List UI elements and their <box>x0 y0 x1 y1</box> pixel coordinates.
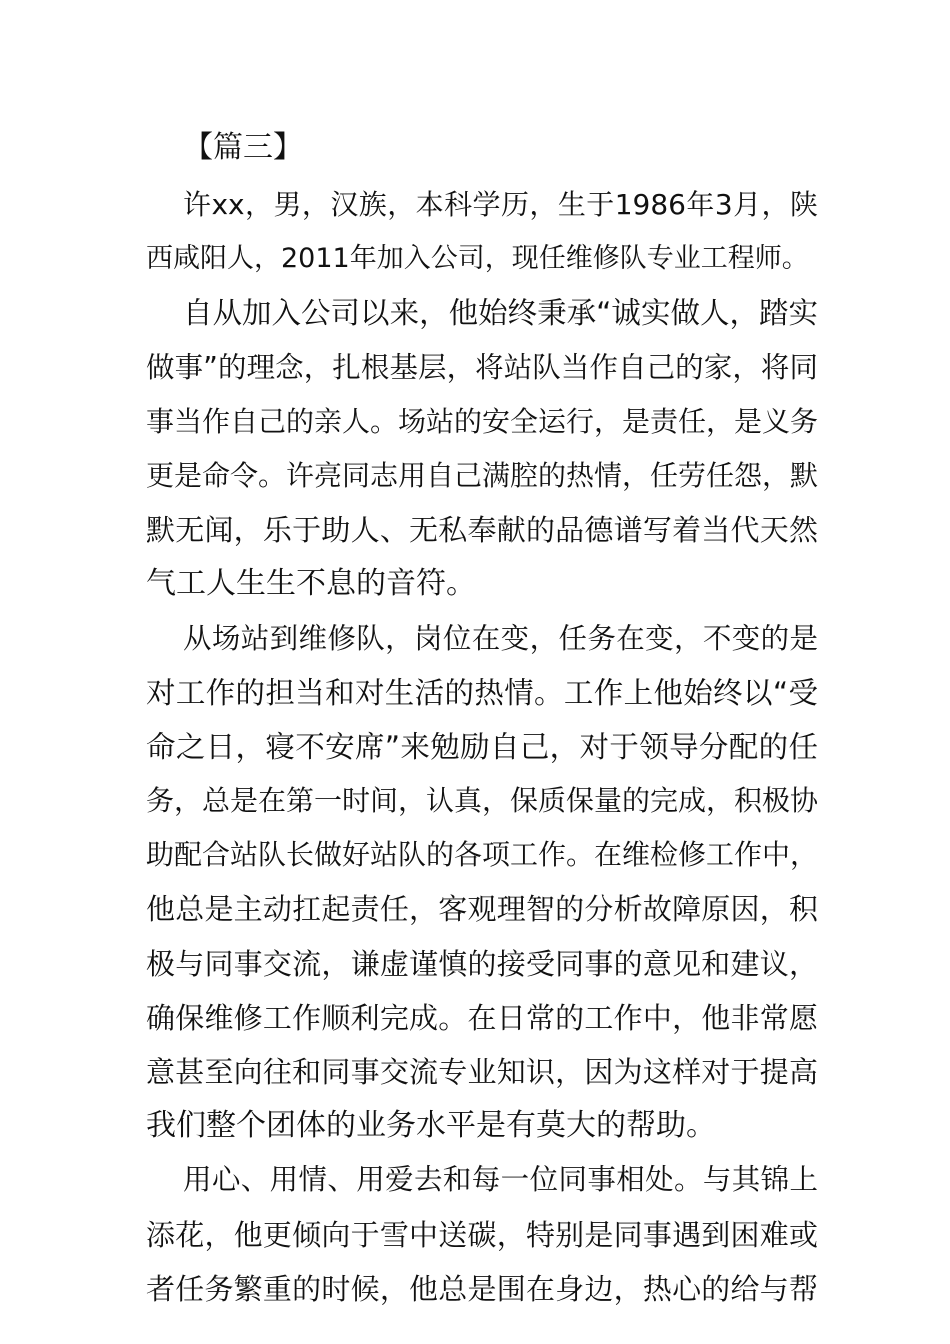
paragraph-colleagues <box>146 1153 818 1316</box>
text-line: 用心、用情、用爱去和每一位同事相处。与其锦上 <box>183 1163 818 1197</box>
text-line: 极与同事交流，谦虚谨慎的接受同事的意见和建议， <box>146 946 818 981</box>
text-line: 对工作的担当和对生活的热情。工作上他始终以“受 <box>146 675 818 710</box>
text-line: 我们整个团体的业务水平是有莫大的帮助。 <box>146 1108 716 1144</box>
text-line: 助配合站队长做好站队的各项工作。在维检修工作中， <box>146 838 819 872</box>
paragraph-profile <box>146 178 818 286</box>
text-line: 气工人生生不息的音符。 <box>146 566 476 602</box>
text-line: 更是命令。许亮同志用自己满腔的热情，任劳任怨，默 <box>146 458 819 492</box>
text-line: 事当作自己的亲人。场站的安全运行，是责任，是义务 <box>146 404 819 438</box>
text-line: 者任务繁重的时候，他总是围在身边，热心的给与帮 <box>146 1271 818 1306</box>
text-line: 确保维修工作顺利完成。在日常的工作中，他非常愿 <box>146 1000 818 1035</box>
text-line: 意甚至向往和同事交流专业知识，因为这样对于提高 <box>146 1055 818 1089</box>
text-line: 他总是主动扛起责任，客观理智的分析故障原因，积 <box>146 892 818 927</box>
text-line: 自从加入公司以来，他始终秉承“诚实做人，踏实 <box>183 296 818 331</box>
text-line: 做事”的理念，扎根基层，将站队当作自己的家，将同 <box>146 350 818 384</box>
section-heading: 【篇三】 <box>183 130 303 165</box>
text-line: 从场站到维修队，岗位在变，任务在变，不变的是 <box>183 621 818 655</box>
paragraph-work <box>146 612 818 1154</box>
text-line: 默无闻，乐于助人、无私奉献的品德谱写着当代天然 <box>146 513 818 548</box>
document-body <box>146 118 818 1316</box>
paragraph-philosophy <box>146 286 818 611</box>
text-line: 务，总是在第一时间，认真，保质保量的完成，积极协 <box>146 784 819 818</box>
text-line: 许xx，男，汉族，本科学历，生于1986年3月，陕 <box>183 188 818 221</box>
text-line: 添花，他更倾向于雪中送碳，特别是同事遇到困难或 <box>146 1217 818 1252</box>
text-line: 西咸阳人，2011年加入公司，现任维修队专业工程师。 <box>146 243 809 275</box>
text-line: 命之日，寝不安席”来勉励自己，对于领导分配的任 <box>146 729 818 764</box>
